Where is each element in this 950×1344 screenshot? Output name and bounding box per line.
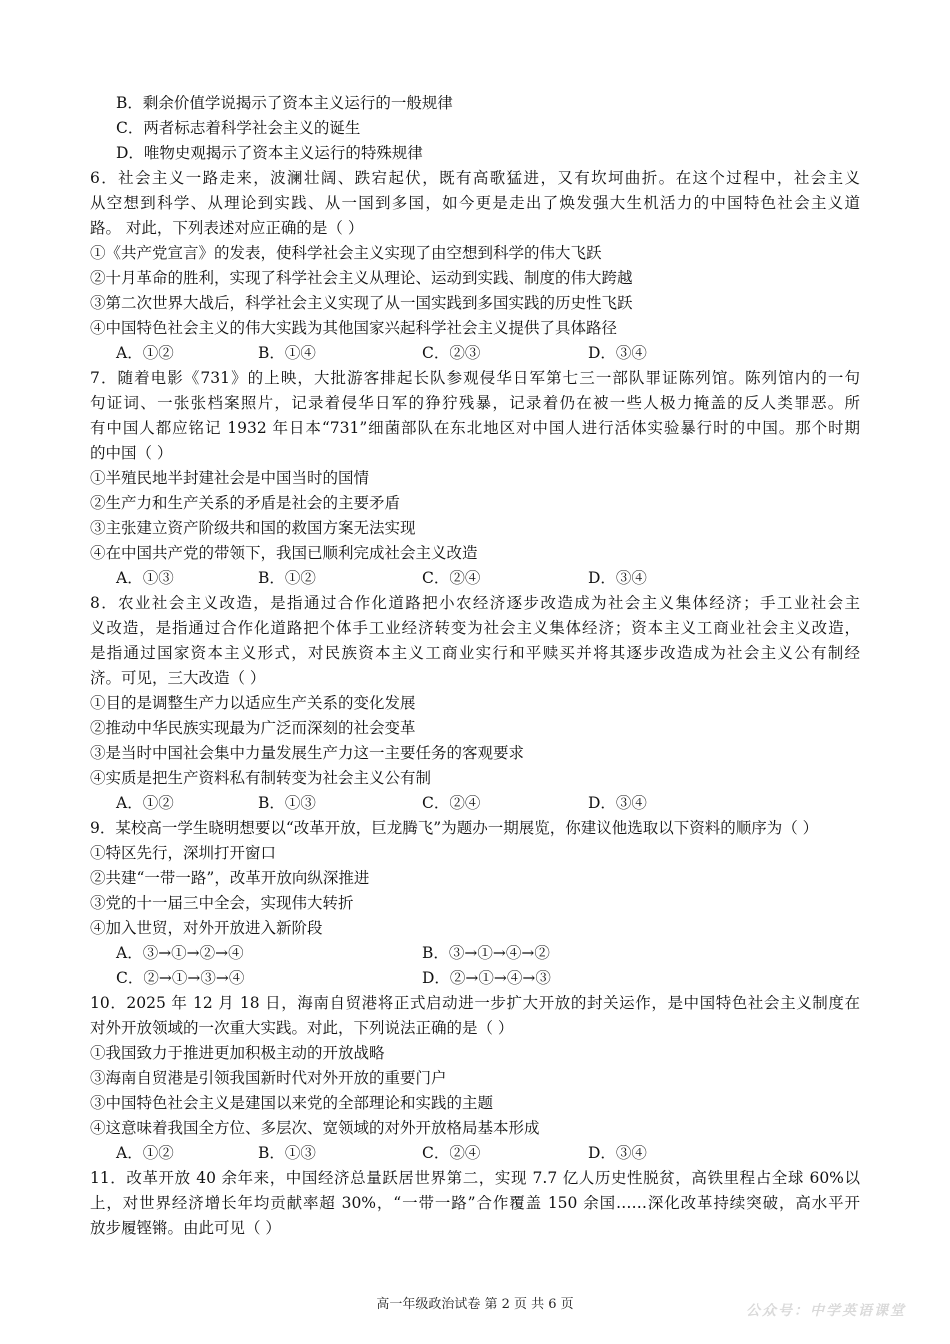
q6-item-2: ②十月革命的胜利，实现了科学社会主义从理论、运动到实践、制度的伟大跨越 (90, 269, 633, 287)
q10-option-b: B．①③ (258, 1144, 316, 1162)
q8-item-4: ④实质是把生产资料私有制转变为社会主义公有制 (90, 769, 432, 787)
q6-item-3: ③第二次世界大战后，科学社会主义实现了从一国实践到多国实践的历史性飞跃 (90, 294, 633, 312)
q6-option-b: B．①④ (258, 344, 316, 362)
q9-option-d: D．②→①→④→③ (422, 969, 551, 987)
watermark: 公众号：中学英语课堂 (746, 1303, 906, 1319)
q7-option-b: B．①② (258, 569, 316, 587)
q8-item-1: ①目的是调整生产力以适应生产关系的变化发展 (90, 694, 416, 712)
q10-item-2: ③海南自贸港是引领我国新时代对外开放的重要门户 (90, 1069, 447, 1087)
q10-option-c: C．②④ (422, 1144, 481, 1162)
q9-option-b: B．③→①→④→② (422, 944, 550, 962)
q8-stem-line-1: 8．农业社会主义改造，是指通过合作化道路把小农经济逐步改造成为社会主义集体经济；手工业社会主 (90, 594, 860, 612)
q6-item-4: ④中国特色社会主义的伟大实践为其他国家兴起科学社会主义提供了具体路径 (90, 319, 618, 337)
q7-stem-line-1: 7．随着电影《731》的上映，大批游客排起长队参观侵华日军第七三一部队罪证陈列馆。陈列馆内的一句 (90, 369, 860, 387)
q5-option-c: C．两者标志着科学社会主义的诞生 (116, 119, 361, 137)
q6-stem-line-1: 6．社会主义一路走来，波澜壮阔、跌宕起伏，既有高歌猛进，又有坎坷曲折。在这个过程中，社会主义 (90, 169, 860, 187)
q9-item-3: ③党的十一届三中全会，实现伟大转折 (90, 894, 354, 912)
q9-stem-line-1: 9．某校高一学生晓明想要以“改革开放，巨龙腾飞”为题办一期展览，你建议他选取以下资料的顺序为（ ） (90, 819, 819, 837)
q7-item-1: ①半殖民地半封建社会是中国当时的国情 (90, 469, 370, 487)
q10-stem-line-1: 10．2025 年 12 月 18 日，海南自贸港将正式启动进一步扩大开放的封关运作，是中国特色社会主义制度在 (90, 994, 860, 1012)
q10-stem-line-2: 对外开放领域的一次重大实践。对此，下列说法正确的是（ ） (90, 1019, 514, 1037)
q7-stem-line-3: 有中国人都应铭记 1932 年日本“731”细菌部队在东北地区对中国人进行活体实验暴行时的中国。那个时期 (90, 419, 860, 437)
q7-item-2: ②生产力和生产关系的矛盾是社会的主要矛盾 (90, 494, 401, 512)
q10-option-d: D．③④ (588, 1144, 647, 1162)
q8-option-d: D．③④ (588, 794, 647, 812)
q7-item-4: ④在中国共产党的带领下，我国已顺利完成社会主义改造 (90, 544, 478, 562)
q11-stem-line-3: 放步履铿锵。由此可见（ ） (90, 1219, 281, 1237)
q6-stem-line-3: 路。 对此，下列表述对应正确的是（ ） (90, 219, 364, 237)
q6-stem-line-2: 从空想到科学、从理论到实践、从一国到多国，如今更是走出了焕发强大生机活力的中国特色社会主义道 (90, 194, 860, 212)
q9-item-4: ④加入世贸，对外开放进入新阶段 (90, 919, 323, 937)
q6-option-d: D．③④ (588, 344, 647, 362)
q8-option-c: C．②④ (422, 794, 481, 812)
q9-option-a: A．③→①→②→④ (116, 944, 244, 962)
q11-stem-line-2: 上，对世界经济增长年均贡献率超 30%，“一带一路”合作覆盖 150 余国……深化改革持续突破，高水平开 (90, 1194, 860, 1212)
q7-option-d: D．③④ (588, 569, 647, 587)
q7-option-c: C．②④ (422, 569, 481, 587)
q7-option-a: A．①③ (116, 569, 174, 587)
q7-item-3: ③主张建立资产阶级共和国的救国方案无法实现 (90, 519, 416, 537)
q10-option-a: A．①② (116, 1144, 174, 1162)
q8-option-b: B．①③ (258, 794, 316, 812)
page-footer: 高一年级政治试卷 第 2 页 共 6 页 (376, 1297, 574, 1312)
q6-item-1: ①《共产党宣言》的发表，使科学社会主义实现了由空想到科学的伟大飞跃 (90, 244, 602, 262)
q6-option-a: A．①② (116, 344, 174, 362)
q7-stem-line-2: 句证词、一张张档案照片，记录着侵华日军的狰狞残暴，记录着仍在被一些人极力掩盖的反人类罪恶。所 (90, 394, 860, 412)
q10-item-4: ④这意味着我国全方位、多层次、宽领域的对外开放格局基本形成 (90, 1119, 540, 1137)
q8-item-3: ③是当时中国社会集中力量发展生产力这一主要任务的客观要求 (90, 744, 525, 762)
q7-stem-line-4: 的中国（ ） (90, 444, 173, 462)
q10-item-1: ①我国致力于推进更加积极主动的开放战略 (90, 1044, 385, 1062)
q8-stem-line-4: 济。可见，三大改造（ ） (90, 669, 266, 687)
q10-item-3: ③中国特色社会主义是建国以来党的全部理论和实践的主题 (90, 1094, 494, 1112)
q8-option-a: A．①② (116, 794, 174, 812)
q6-option-c: C．②③ (422, 344, 481, 362)
q5-option-b: B．剩余价值学说揭示了资本主义运行的一般规律 (116, 94, 453, 112)
q9-option-c: C．②→①→③→④ (116, 969, 245, 987)
q9-item-2: ②共建“一带一路”，改革开放向纵深推进 (90, 869, 370, 887)
q8-item-2: ②推动中华民族实现最为广泛而深刻的社会变革 (90, 719, 416, 737)
q5-option-d: D．唯物史观揭示了资本主义运行的特殊规律 (116, 144, 423, 162)
q9-item-1: ①特区先行，深圳打开窗口 (90, 844, 277, 862)
q8-stem-line-3: 是指通过国家资本主义形式，对民族资本主义工商业实行和平赎买并将其逐步改造成为社会主义公有制经 (90, 644, 860, 662)
q11-stem-line-1: 11．改革开放 40 余年来，中国经济总量跃居世界第二，实现 7.7 亿人历史性脱贫，高铁里程占全球 60%以 (90, 1169, 860, 1187)
q8-stem-line-2: 义改造，是指通过合作化道路把个体手工业经济转变为社会主义集体经济；资本主义工商业社会主义改造， (90, 619, 860, 637)
